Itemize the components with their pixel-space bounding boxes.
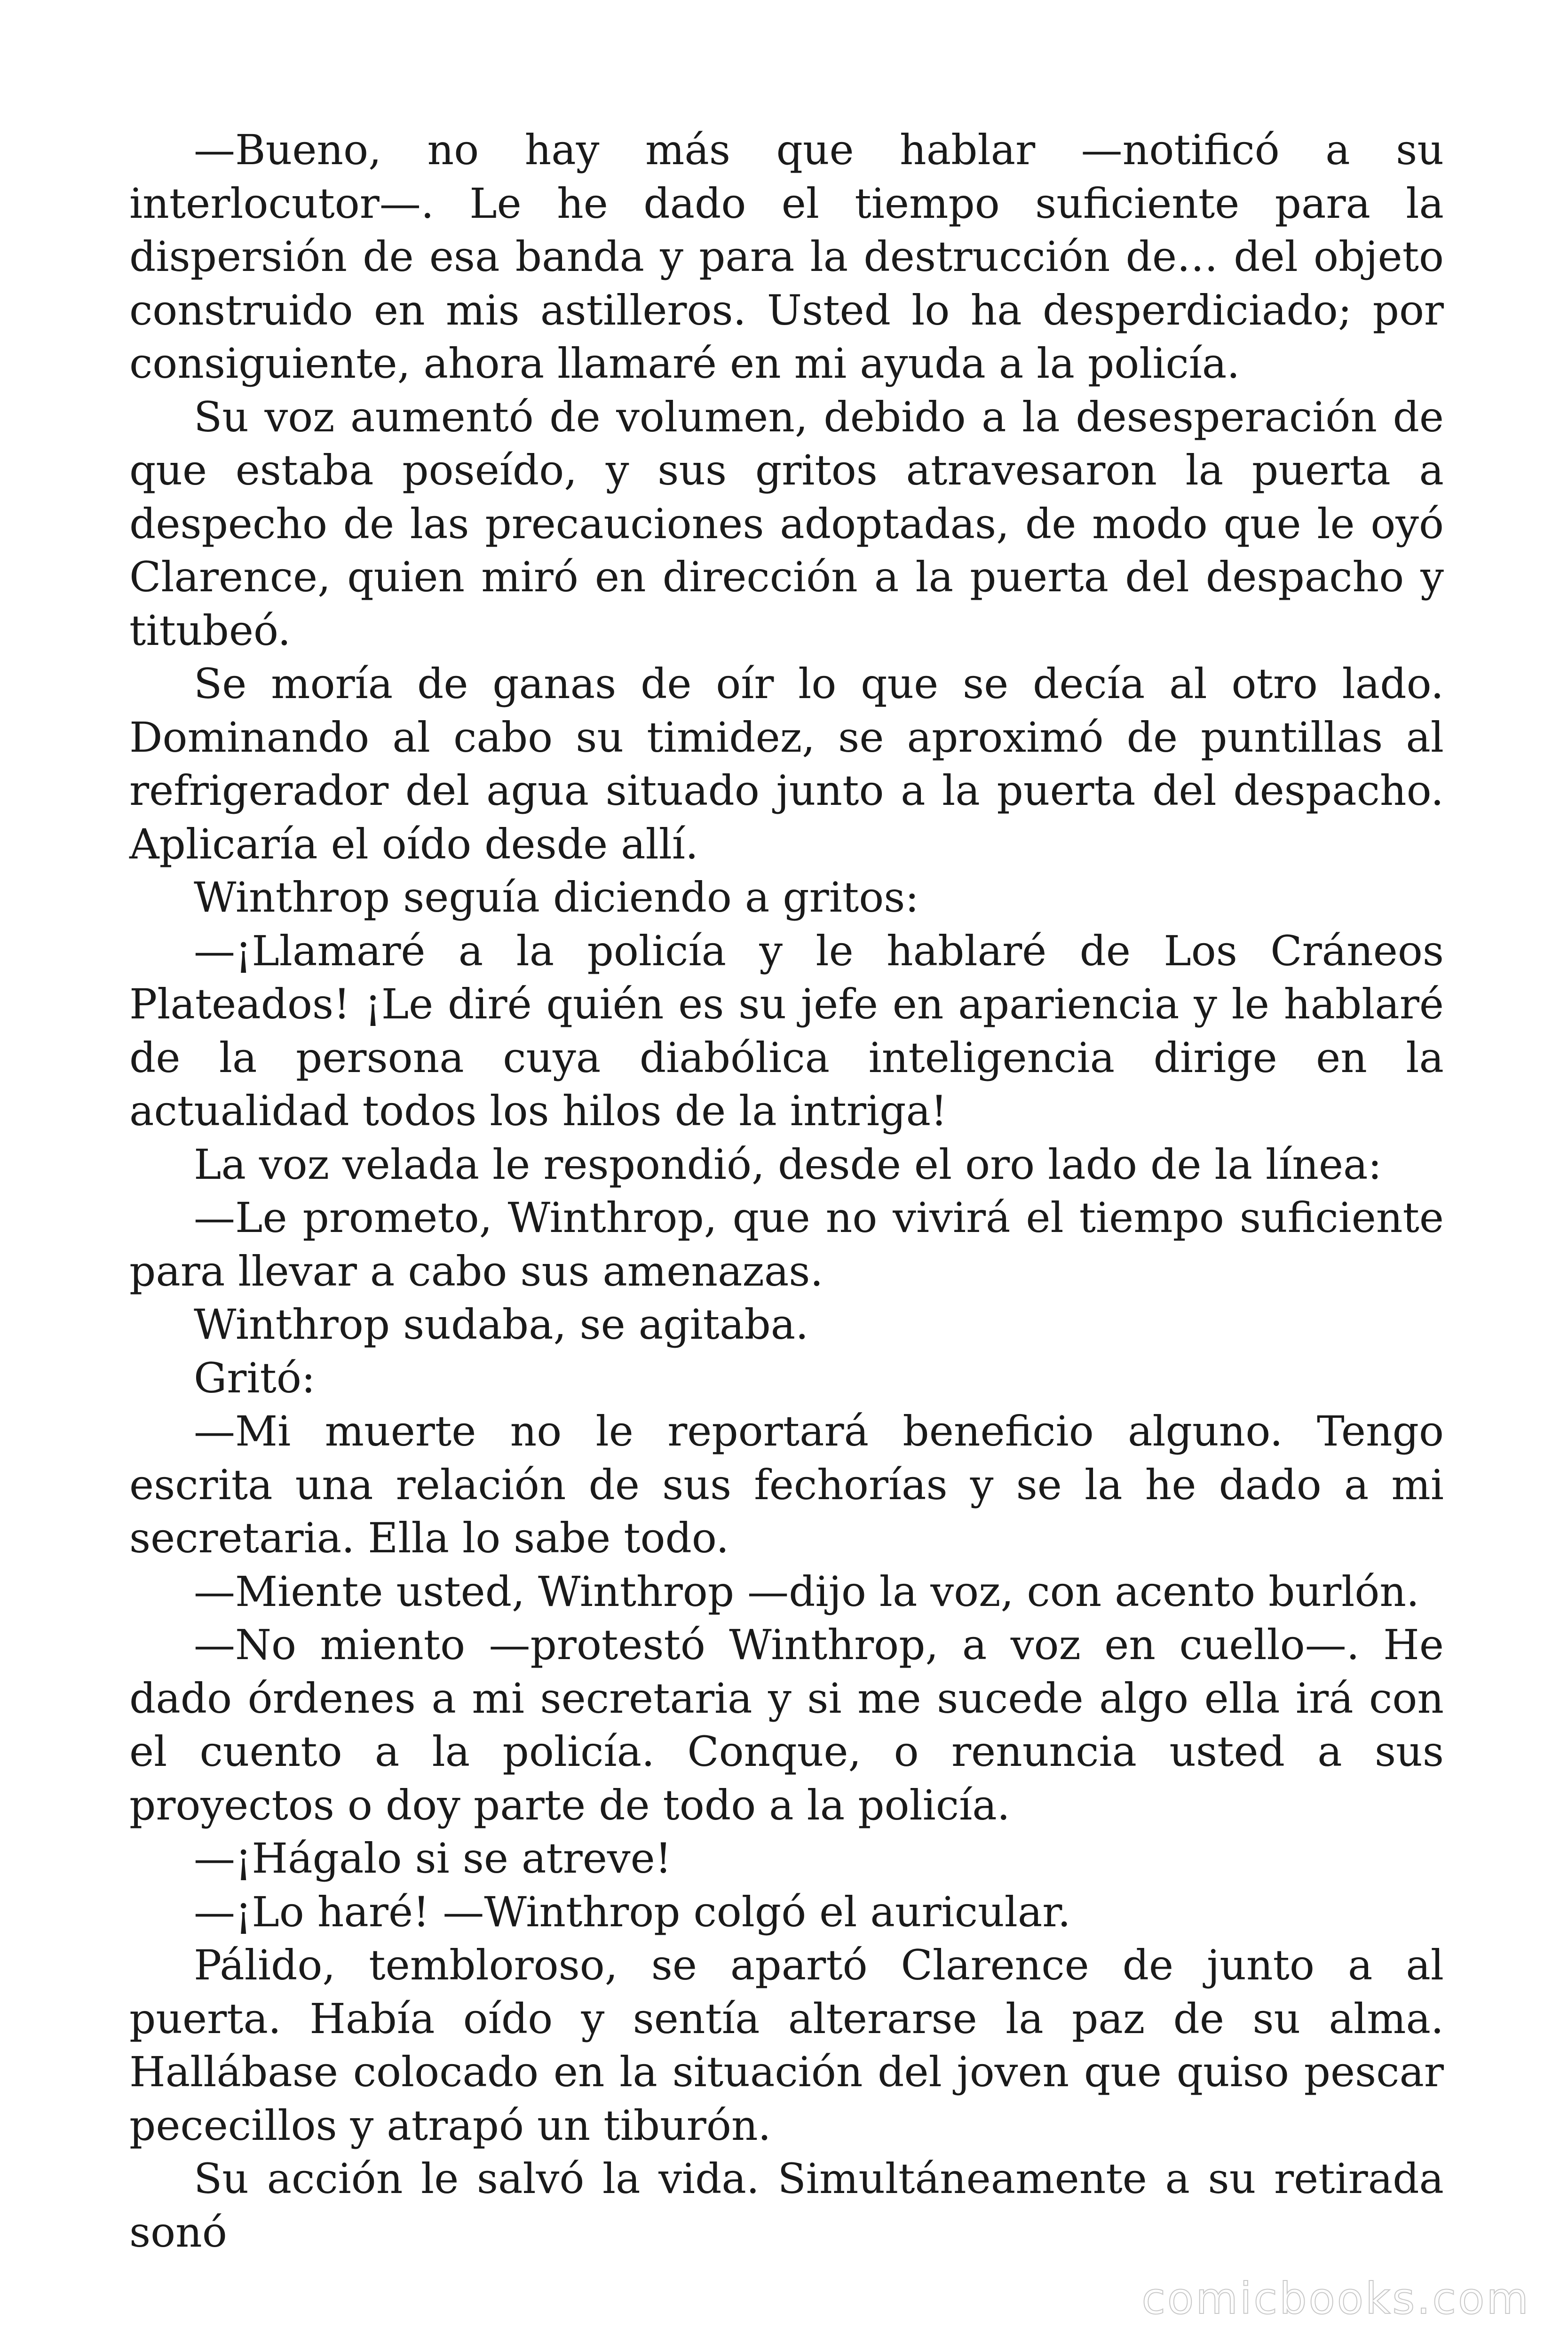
paragraph: —Bueno, no hay más que hablar —notificó a su interlocutor—. Le he dado el tiempo suficiente para la dispersión de esa banda y para la destrucción de… del objeto construido en mis astilleros. Usted lo ha desperdiciado; por consiguiente, ahora llamaré en mi ayuda a la policía. [129, 126, 1444, 388]
paragraph: La voz velada le respondió, desde el oro lado de la línea: [194, 1140, 1382, 1189]
paragraph: —¡Llamaré a la policía y le hablaré de Los Cráneos Plateados! ¡Le diré quién es su jefe en apariencia y le hablaré de la persona cuya diabólica inteligencia dirige en la actualidad todos los hilos de la intriga! [129, 926, 1444, 1135]
watermark: comicbooks.com [1141, 2273, 1530, 2324]
paragraph: —¡Hágalo si se atreve! [194, 1834, 672, 1883]
paragraph: Pálido, tembloroso, se apartó Clarence de junto a al puerta. Había oído y sentía alterarse la paz de su alma. Hallábase colocado en la situación del joven que quiso pescar pececillos y atrapó un tiburón. [129, 1941, 1444, 2150]
paragraph: —¡Lo haré! —Winthrop colgó el auricular. [194, 1887, 1071, 1936]
paragraph: Su voz aumentó de volumen, debido a la desesperación de que estaba poseído, y sus gritos atravesaron la puerta a despecho de las precauciones adoptadas, de modo que le oyó Clarence, quien miró en dirección a la puerta del despacho y titubeó. [129, 392, 1444, 655]
paragraph: Gritó: [194, 1353, 316, 1402]
body-text [129, 123, 1444, 2259]
paragraph: —Mi muerte no le reportará beneficio alguno. Tengo escrita una relación de sus fechorías y se la he dado a mi secretaria. Ella lo sabe todo. [129, 1407, 1444, 1562]
paragraph: —Le prometo, Winthrop, que no vivirá el tiempo suficiente para llevar a cabo sus amenazas. [129, 1193, 1444, 1295]
paragraph: Se moría de ganas de oír lo que se decía al otro lado. Dominando al cabo su timidez, se aproximó de puntillas al refrigerador del agua situado junto a la puerta del despacho. Aplicaría el oído desde allí. [129, 660, 1444, 868]
paragraph: Winthrop seguía diciendo a gritos: [194, 873, 919, 922]
paragraph: Su acción le salvó la vida. Simultáneamente a su retirada sonó [129, 2154, 1444, 2257]
paragraph: —Miente usted, Winthrop —dijo la voz, con acento burlón. [194, 1567, 1419, 1616]
paragraph: Winthrop sudaba, se agitaba. [194, 1300, 809, 1349]
paragraph: —No miento —protestó Winthrop, a voz en cuello—. He dado órdenes a mi secretaria y si me sucede algo ella irá con el cuento a la policía. Conque, o renuncia usted a sus proyectos o doy parte de todo a la policía. [129, 1621, 1444, 1829]
